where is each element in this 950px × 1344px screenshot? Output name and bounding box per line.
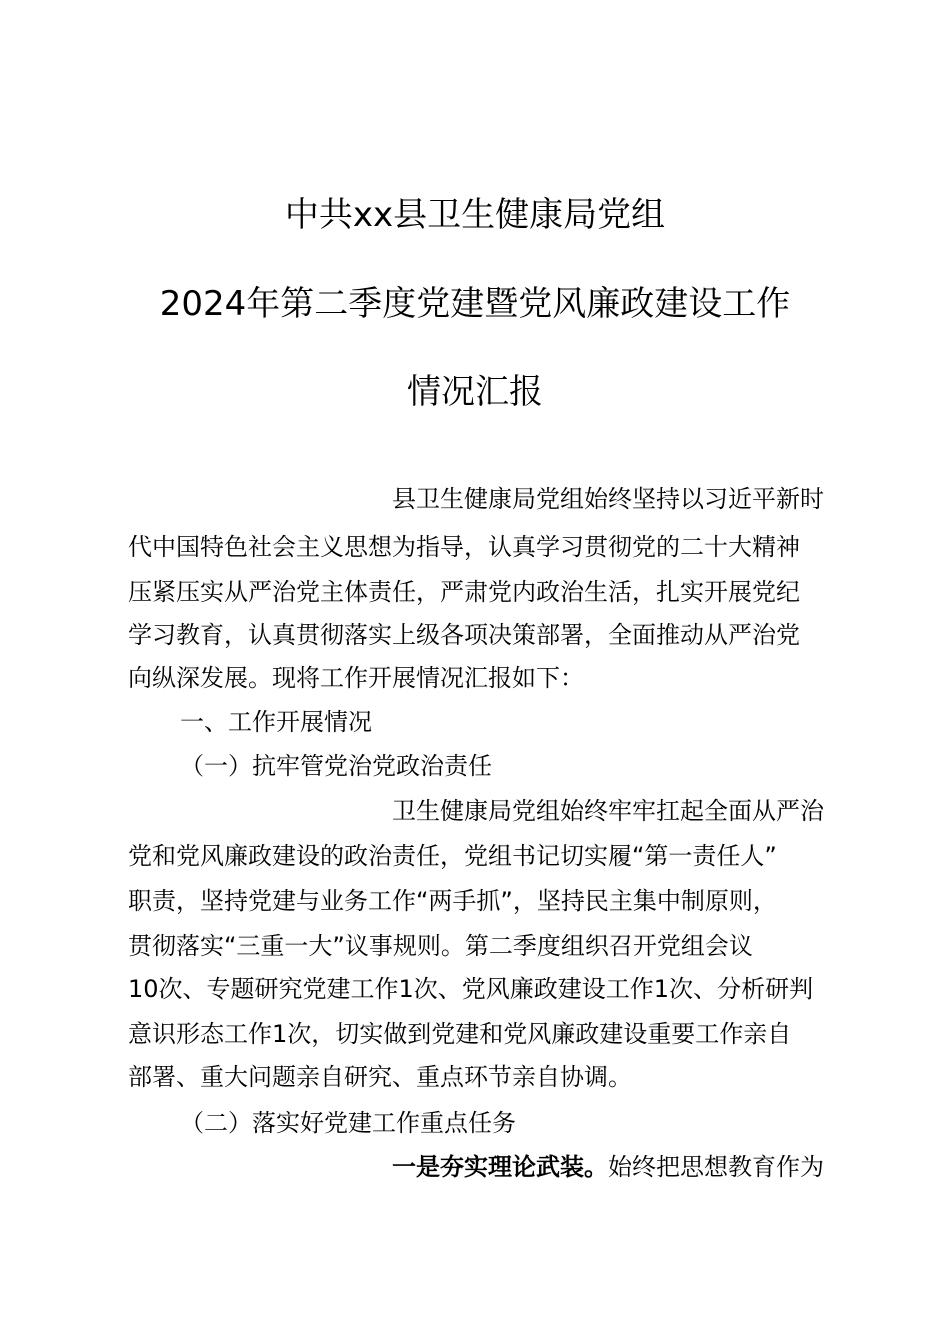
document-title-line-2: 2024年第二季度党建暨党风廉政建设工作 — [159, 284, 791, 324]
intro-line: 向纵深发展。现将工作开展情况汇报如下： — [128, 664, 584, 692]
document-title-line-1: 中共xx县卫生健康局党组 — [284, 195, 666, 235]
point-lead-bold: 一是夯实理论武装。 — [392, 1153, 608, 1181]
body-line: 10次、专题研究党建工作1次、党风廉政建设工作1次、分析研判 — [128, 975, 814, 1003]
subsection-heading: （二）落实好党建工作重点任务 — [180, 1109, 516, 1137]
subsection-heading: （一）抗牢管党治党政治责任 — [180, 752, 492, 780]
intro-line: 代中国特色社会主义思想为指导，认真学习贯彻党的二十大精神 — [128, 533, 800, 561]
body-line: 卫生健康局党组始终牢牢扛起全面从严治 — [392, 797, 824, 825]
body-line: 党和党风廉政建设的政治责任，党组书记切实履“第一责任人” — [128, 842, 777, 870]
point-text: 始终把思想教育作为 — [608, 1153, 824, 1181]
body-line: 职责，坚持党建与业务工作“两手抓”，坚持民主集中制原则， — [128, 887, 777, 915]
intro-line: 压紧压实从严治党主体责任，严肃党内政治生活，扎实开展党纪 — [128, 578, 800, 606]
section-heading: 一、工作开展情况 — [180, 708, 372, 736]
intro-line: 学习教育，认真贯彻落实上级各项决策部署，全面推动从严治党 — [128, 621, 800, 649]
intro-line: 县卫生健康局党组始终坚持以习近平新时 — [392, 485, 824, 513]
body-line: 贯彻落实“三重一大”议事规则。第二季度组织召开党组会议 — [128, 932, 753, 960]
body-line — [392, 1150, 858, 1184]
body-line: 部署、重大问题亲自研究、重点环节亲自协调。 — [128, 1063, 632, 1091]
document-title-line-3: 情况汇报 — [407, 372, 543, 412]
body-line: 意识形态工作1次，切实做到党建和党风廉政建设重要工作亲自 — [128, 1020, 792, 1048]
